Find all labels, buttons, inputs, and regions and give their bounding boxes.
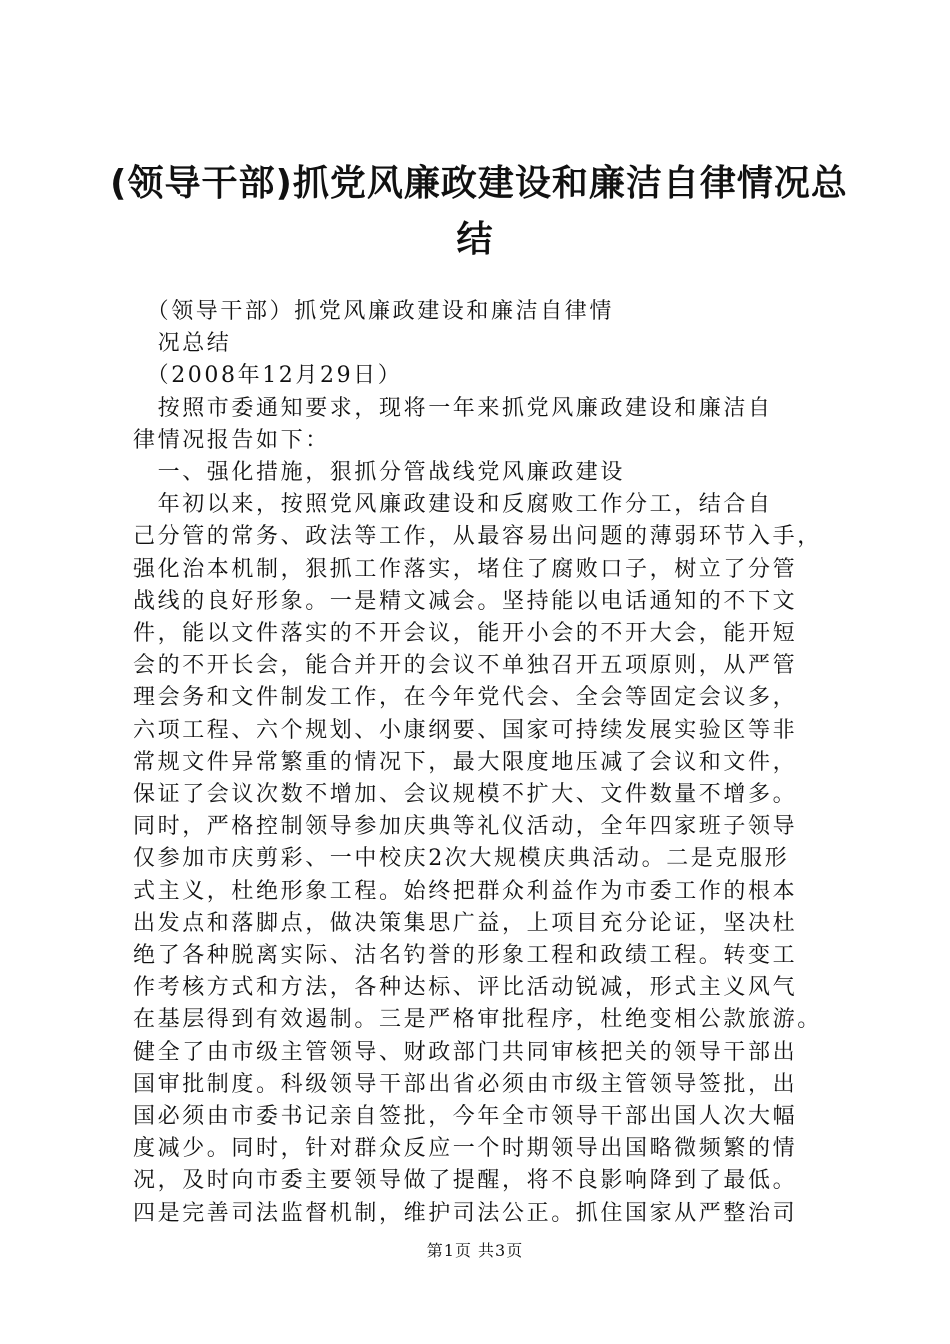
body-line: 度减少。同时，针对群众反应一个时期领导出国略微频繁的情: [133, 1136, 798, 1162]
body-line: 国审批制度。科级领导干部出省必须由市级主管领导签批，出: [133, 1071, 798, 1097]
body-line: 作考核方式和方法，各种达标、评比活动锐减，形式主义风气: [133, 975, 798, 1001]
body-line: 仅参加市庆剪彩、一中校庆2次大规模庆典活动。二是克服形: [133, 846, 790, 872]
body-line: 况，及时向市委主要领导做了提醒，将不良影响降到了最低。: [133, 1168, 798, 1194]
body-line: 件，能以文件落实的不开会议，能开小会的不开大会，能开短: [133, 621, 798, 646]
body-line: 按照市委通知要求，现将一年来抓党风廉政建设和廉洁自: [133, 395, 773, 421]
body-line: 四是完善司法监督机制，维护司法公正。抓住国家从严整治司: [133, 1200, 798, 1226]
body-line: 保证了会议次数不增加、会议规模不扩大、文件数量不增多。: [133, 782, 798, 807]
body-line: 理会务和文件制发工作，在今年党代会、全会等固定会议多，: [133, 685, 798, 711]
body-line: 健全了由市级主管领导、财政部门共同审核把关的领导干部出: [133, 1039, 798, 1065]
body-line: 年初以来，按照党风廉政建设和反腐败工作分工，结合自: [133, 492, 773, 518]
document-title-line-2: 结: [456, 219, 494, 260]
body-line: 会的不开长会，能合并开的会议不单独召开五项原则，从严管: [133, 653, 798, 679]
body-line: 在基层得到有效遏制。三是严格审批程序，杜绝变相公款旅游。: [133, 1007, 822, 1033]
body-line: 六项工程、六个规划、小康纲要、国家可持续发展实验区等非: [133, 717, 798, 743]
body-line: 绝了各种脱离实际、沽名钓誉的形象工程和政绩工程。转变工: [133, 943, 798, 968]
page-footer: 第1页 共3页: [426, 1241, 524, 1260]
body-line: 己分管的常务、政法等工作，从最容易出问题的薄弱环节入手，: [133, 524, 822, 550]
body-line: 常规文件异常繁重的情况下，最大限度地压减了会议和文件，: [133, 749, 798, 775]
body-line: 出发点和落脚点，做决策集思广益，上项目充分论证，坚决杜: [133, 910, 798, 936]
body-line: （领导干部）抓党风廉政建设和廉洁自律情: [133, 299, 615, 324]
body-line: 强化治本机制，狠抓工作落实，堵住了腐败口子，树立了分管: [133, 556, 798, 582]
body-line: （2008年12月29日）: [133, 363, 403, 389]
body-line: 战线的良好形象。一是精文减会。坚持能以电话通知的不下文: [133, 588, 798, 614]
body-line: 式主义，杜绝形象工程。始终把群众利益作为市委工作的根本: [133, 878, 798, 904]
body-line: 律情况报告如下：: [133, 427, 330, 453]
document-title-line-1: (领导干部)抓党风廉政建设和廉洁自律情况总: [110, 163, 848, 204]
body-line: 况总结: [133, 331, 232, 357]
body-line: 一、强化措施，狠抓分管战线党风廉政建设: [133, 460, 626, 485]
body-line: 国必须由市委书记亲自签批，今年全市领导干部出国人次大幅: [133, 1104, 798, 1129]
body-line: 同时，严格控制领导参加庆典等礼仪活动，全年四家班子领导: [133, 814, 798, 840]
